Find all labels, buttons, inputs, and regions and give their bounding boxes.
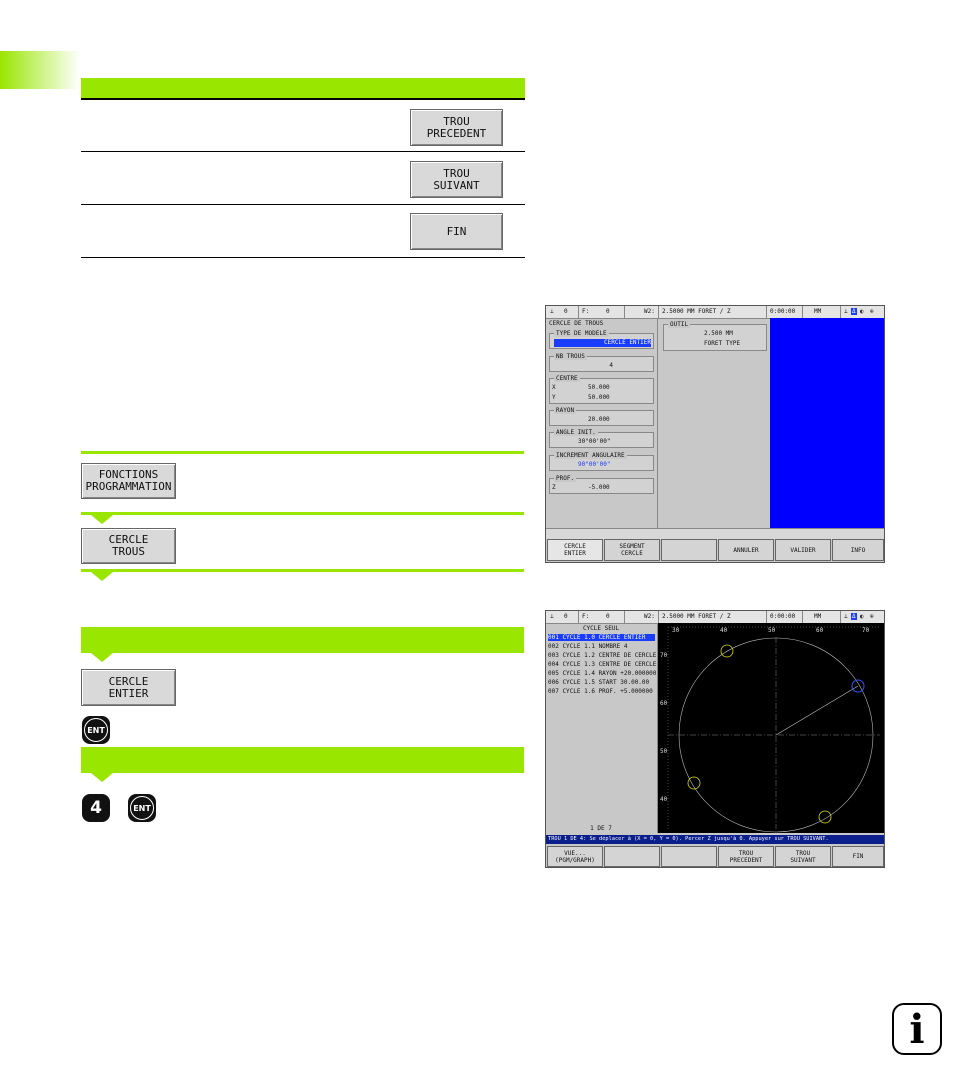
info-icon-glyph: i xyxy=(909,1005,925,1053)
list-item[interactable]: 001 CYCLE 1.0 CERCLE ENTIER xyxy=(548,634,655,641)
step-bar xyxy=(81,627,524,653)
prof-value: -5.000 xyxy=(588,484,610,491)
softkey-empty[interactable] xyxy=(661,846,717,867)
table-header-bar xyxy=(81,78,525,98)
prof-field[interactable] xyxy=(549,475,654,494)
prof-label: PROF. xyxy=(556,475,575,482)
divider xyxy=(81,257,525,258)
step-arrow xyxy=(91,572,113,581)
hole-pattern-graphic xyxy=(658,623,884,833)
rayon-label: RAYON xyxy=(556,407,575,414)
increment-value: 90°00'00" xyxy=(578,461,611,468)
cercle-entier-button[interactable]: CERCLE ENTIER xyxy=(81,669,176,706)
list-item[interactable]: 003 CYCLE 1.2 CENTRE DE CERCLE xyxy=(548,652,657,659)
nb-trous-field[interactable] xyxy=(549,353,654,372)
fin-button[interactable]: FIN xyxy=(410,213,503,250)
x-value: 50.000 xyxy=(588,384,610,391)
outil-type: FORET TYPE xyxy=(704,340,741,347)
softkey-trou-precedent[interactable]: TROU PRECEDENT xyxy=(718,846,774,867)
x-tick: 50 xyxy=(768,627,776,634)
list-item[interactable]: 002 CYCLE 1.1 NOMBRE 4 xyxy=(548,643,628,650)
x-tick: 40 xyxy=(720,627,728,634)
y-value: 50.000 xyxy=(588,394,610,401)
list-item[interactable]: 005 CYCLE 1.4 RAYON +20.000000 xyxy=(548,670,657,677)
list-item[interactable]: 004 CYCLE 1.3 CENTRE DE CERCLE xyxy=(548,661,657,668)
panel-divider xyxy=(657,318,658,528)
divider xyxy=(81,98,525,100)
rayon-field[interactable] xyxy=(549,407,654,426)
message-text: TROU 1 DE 4: Se déplacer à (X = 0, Y = 0). Percer Z jusqu'à 0. Appuyer sur TROU SUIVANT. xyxy=(548,836,829,842)
ent-key[interactable] xyxy=(128,794,156,822)
rayon-value: 20.000 xyxy=(588,416,610,423)
step-arrow xyxy=(91,515,113,524)
type-label: TYPE DE MODELE xyxy=(556,330,607,337)
angle-init-field[interactable] xyxy=(549,429,654,448)
page-indicator: 1 DE 7 xyxy=(590,825,612,832)
list-item[interactable]: 006 CYCLE 1.5 START 30.00.00 xyxy=(548,679,650,686)
nb-trous-value: 4 xyxy=(609,362,613,369)
list-title: CYCLE SEUL xyxy=(582,625,620,632)
number-key-label: 4 xyxy=(90,798,102,818)
list-item[interactable]: 007 CYCLE 1.6 PROF. +5.000000 xyxy=(548,688,653,695)
corner-tab xyxy=(0,51,80,89)
increment-label: INCREMENT ANGULAIRE xyxy=(556,452,625,459)
step-bar xyxy=(81,747,524,773)
softkey-annuler[interactable]: ANNULER xyxy=(718,539,774,561)
trou-suivant-button[interactable]: TROU SUIVANT xyxy=(410,161,503,198)
ent-key-label: ENT xyxy=(84,718,108,742)
softkey-info[interactable]: INFO xyxy=(832,539,884,561)
outil-diameter: 2.500 MM xyxy=(704,330,733,337)
y-tick: 40 xyxy=(660,796,668,803)
softkey-empty[interactable] xyxy=(604,846,660,867)
increment-angulaire-field[interactable] xyxy=(549,452,654,471)
step-arrow xyxy=(91,653,113,662)
y-tick: 70 xyxy=(660,652,668,659)
z-label: Z xyxy=(552,484,556,491)
dro-screen-cercle-de-trous xyxy=(545,305,885,563)
y-label: Y xyxy=(552,394,556,401)
softkey-cercle-entier[interactable]: CERCLE ENTIER xyxy=(547,539,603,561)
type-field[interactable] xyxy=(549,330,654,349)
step-arrow xyxy=(91,773,113,782)
centre-label: CENTRE xyxy=(556,375,578,382)
step-line xyxy=(81,512,524,515)
softkey-valider[interactable]: VALIDER xyxy=(775,539,831,561)
step-line xyxy=(81,569,524,572)
fonctions-programmation-button[interactable]: FONCTIONS PROGRAMMATION xyxy=(81,463,176,499)
type-value: CERCLE ENTIER xyxy=(554,339,651,347)
x-tick: 70 xyxy=(862,627,870,634)
outil-field xyxy=(663,321,767,351)
softkey-vue[interactable]: VUE... (PGM/GRAPH) xyxy=(547,846,603,867)
softkey-fin[interactable]: FIN xyxy=(832,846,884,867)
message-bar xyxy=(546,528,884,539)
x-tick: 30 xyxy=(672,627,680,634)
angle-init-value: 30°00'00" xyxy=(578,438,611,445)
graphic-area xyxy=(770,318,884,528)
status-bar: ⊥ 0 F: 0 W2: 2.5000 MM FORET / Z 0:00:00 MM ⊥ Δ ◐ ⊕ xyxy=(546,611,884,624)
x-label: X xyxy=(552,384,556,391)
ent-key[interactable] xyxy=(82,716,110,744)
centre-field[interactable] xyxy=(549,375,654,404)
form-title: CERCLE DE TROUS xyxy=(549,320,604,327)
cercle-trous-button[interactable]: CERCLE TROUS xyxy=(81,528,176,564)
trou-precedent-button[interactable]: TROU PRECEDENT xyxy=(410,109,503,146)
step-line xyxy=(81,451,524,454)
angle-init-label: ANGLE INIT. xyxy=(556,429,596,436)
softkey-trou-suivant[interactable]: TROU SUIVANT xyxy=(775,846,831,867)
y-tick: 60 xyxy=(660,700,668,707)
softkey-segment-cercle[interactable]: SEGMENT CERCLE xyxy=(604,539,660,561)
divider xyxy=(81,151,525,152)
info-icon xyxy=(892,1003,942,1055)
outil-label: OUTIL xyxy=(670,321,689,328)
x-tick: 60 xyxy=(816,627,824,634)
nb-trous-label: NB TROUS xyxy=(556,353,585,360)
status-bar: ⊥ 0 F: 0 W2: 2.5000 MM FORET / Z 0:00:00 MM ⊥ Δ ◐ ⊕ xyxy=(546,306,884,319)
dro-screen-cycle-seul xyxy=(545,610,885,868)
softkey-empty[interactable] xyxy=(661,539,717,561)
y-tick: 50 xyxy=(660,748,668,755)
number-key-4[interactable] xyxy=(82,794,110,822)
ent-key-label: ENT xyxy=(130,796,154,820)
divider xyxy=(81,204,525,205)
